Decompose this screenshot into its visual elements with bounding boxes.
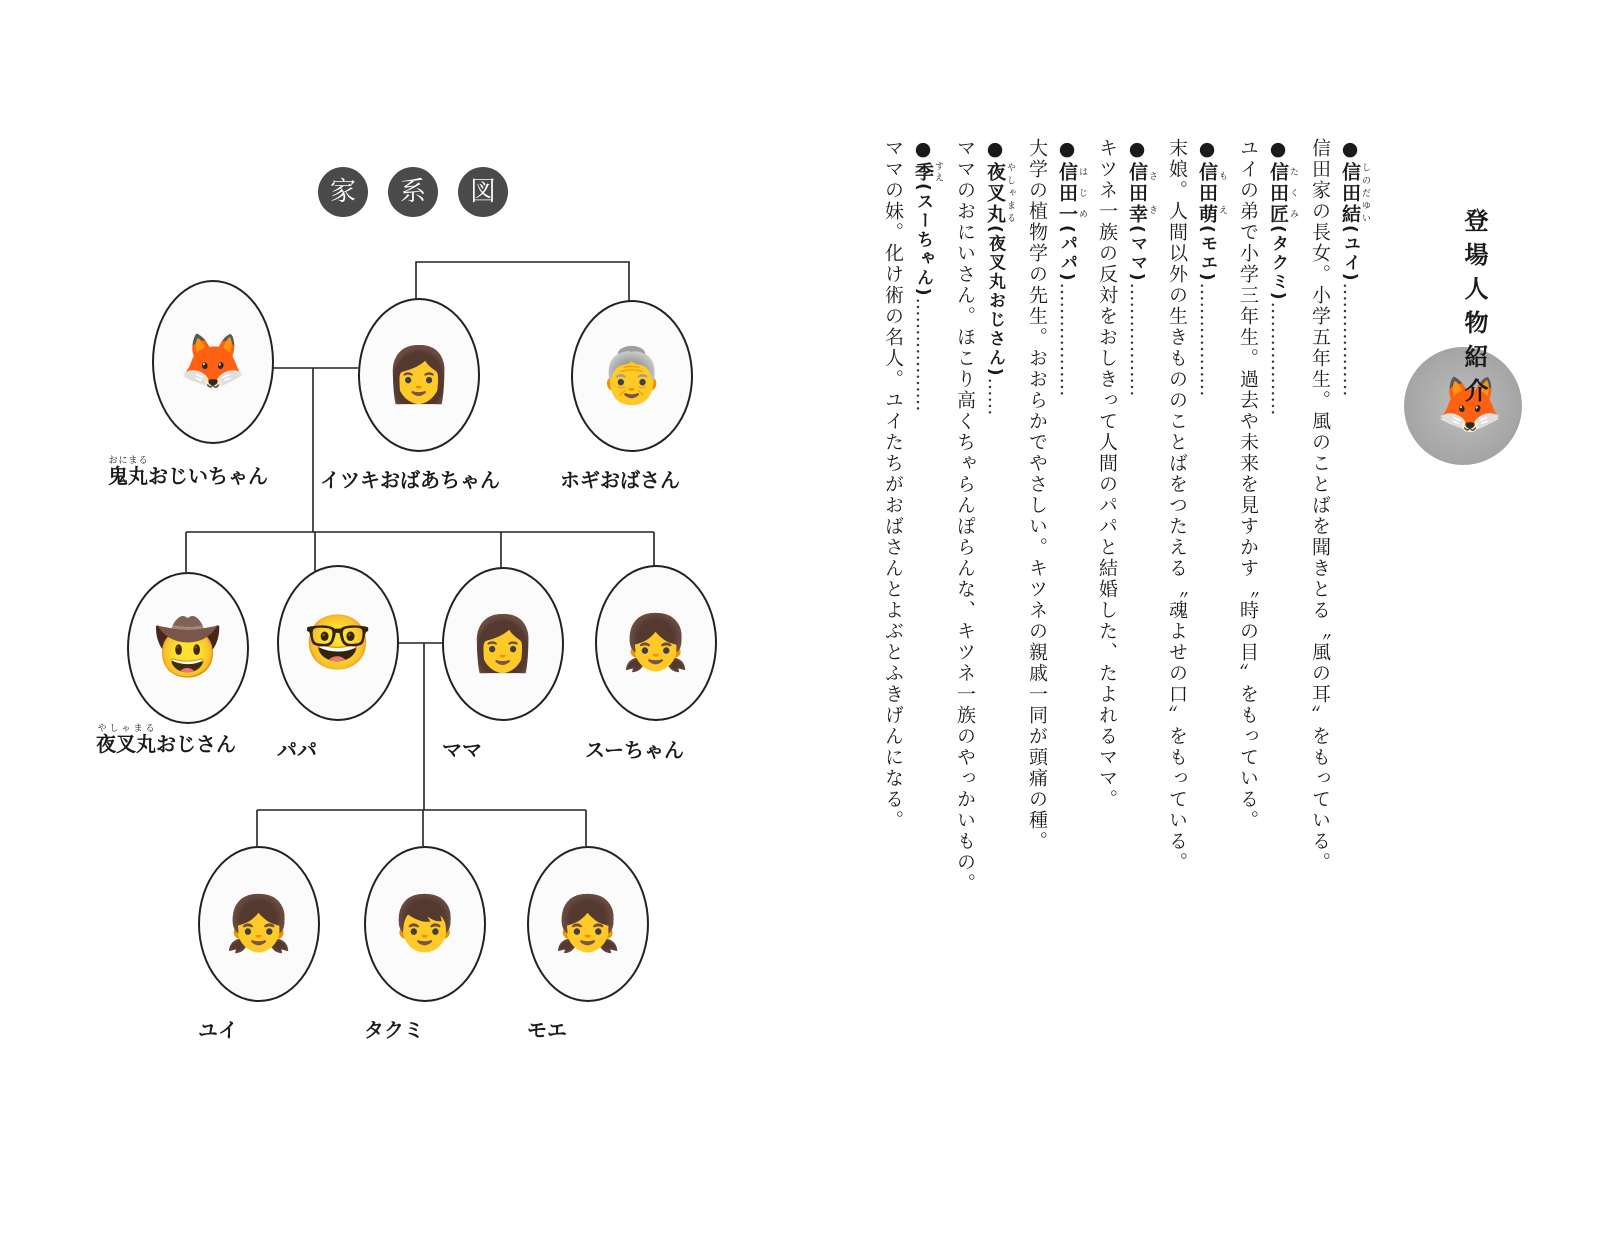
yashamaru-portrait [127, 572, 249, 724]
old-woman-icon: 👵 [598, 344, 666, 407]
yui-name: ユイ [198, 1018, 238, 1042]
suchan-portrait [595, 565, 717, 721]
boy-icon: 👦 [391, 892, 459, 955]
character-entry: ●季 すえ(スーちゃん)……………… ママの妹。化け術の名人。ユイたちがおばさんとよぶとふきげんになる。 [882, 138, 943, 831]
girl-icon: 👧 [622, 611, 690, 674]
title-char: 図 [458, 167, 508, 217]
woman-icon: 👩 [385, 343, 453, 406]
sibling-line [416, 262, 629, 307]
fox-icon: 🦊 [179, 330, 247, 393]
character-entry: ●信田萌 もえ(モエ)……………… 末娘。人間以外の生きもののことばをつたえる〝魂よせの口〟をもっている。 [1166, 138, 1227, 873]
hogi-portrait [571, 300, 693, 452]
character-list-page [800, 0, 1604, 1236]
character-entry: ●信田結 しのだゆい(ユイ)……………… 信田家の長女。小学五年生。風のことばを聞きとる〝風の耳〟をもっている。 [1309, 138, 1370, 873]
onimaru-portrait [152, 280, 274, 444]
hat-person-icon: 🤠 [154, 616, 222, 679]
fox-silhouette-icon: 🦊 [1436, 373, 1504, 436]
title-char: 家 [318, 167, 368, 217]
papa-portrait [277, 565, 399, 721]
glasses-man-icon: 🤓 [304, 611, 372, 674]
girl-icon: 👧 [554, 892, 622, 955]
family-tree-page [0, 0, 800, 1236]
suchan-name: スーちゃん [585, 738, 684, 762]
character-entry: ●信田幸 さき(ママ)……………… キツネ一族の反対をおしきって人間のパパと結婚した、たよれるママ。 [1096, 138, 1157, 810]
character-entry: ●信田一 はじめ(パパ)……………… 大学の植物学の先生。おおらかでやさしい。キツネの親戚一同が頭痛の種。 [1026, 138, 1087, 852]
mama-name: ママ [442, 738, 482, 762]
moe-name: モエ [527, 1018, 567, 1042]
itsuki-name: イツキおばあちゃん [320, 468, 500, 492]
character-list-title: 登場人物紹介 [1460, 208, 1488, 412]
woman-icon: 👩 [469, 612, 537, 675]
girl-icon: 👧 [225, 892, 293, 955]
takumi-portrait [364, 846, 486, 1002]
moe-portrait [527, 846, 649, 1002]
yashamaru-name: 夜叉丸やしゃまるおじさん [96, 724, 236, 756]
title-char: 系 [388, 167, 438, 217]
hogi-name: ホギおばさん [560, 468, 680, 492]
character-entry: ●夜叉丸 やしゃまる(夜叉丸おじさん)…… ママのおにいさん。ほこり高くちゃらんぽらんな、キツネ一族のやっかいもの。 [954, 138, 1015, 894]
yui-portrait [198, 846, 320, 1002]
character-entry: ●信田匠 たくみ(タクミ)……………… ユイの弟で小学三年生。過去や未来を見すかす〝時の目〟をもっている。 [1237, 138, 1298, 831]
papa-name: パパ [277, 738, 317, 762]
takumi-name: タクミ [364, 1018, 424, 1042]
onimaru-name: 鬼丸おにまるおじいちゃん [108, 456, 268, 488]
mama-portrait [442, 567, 564, 721]
itsuki-portrait [358, 298, 480, 452]
